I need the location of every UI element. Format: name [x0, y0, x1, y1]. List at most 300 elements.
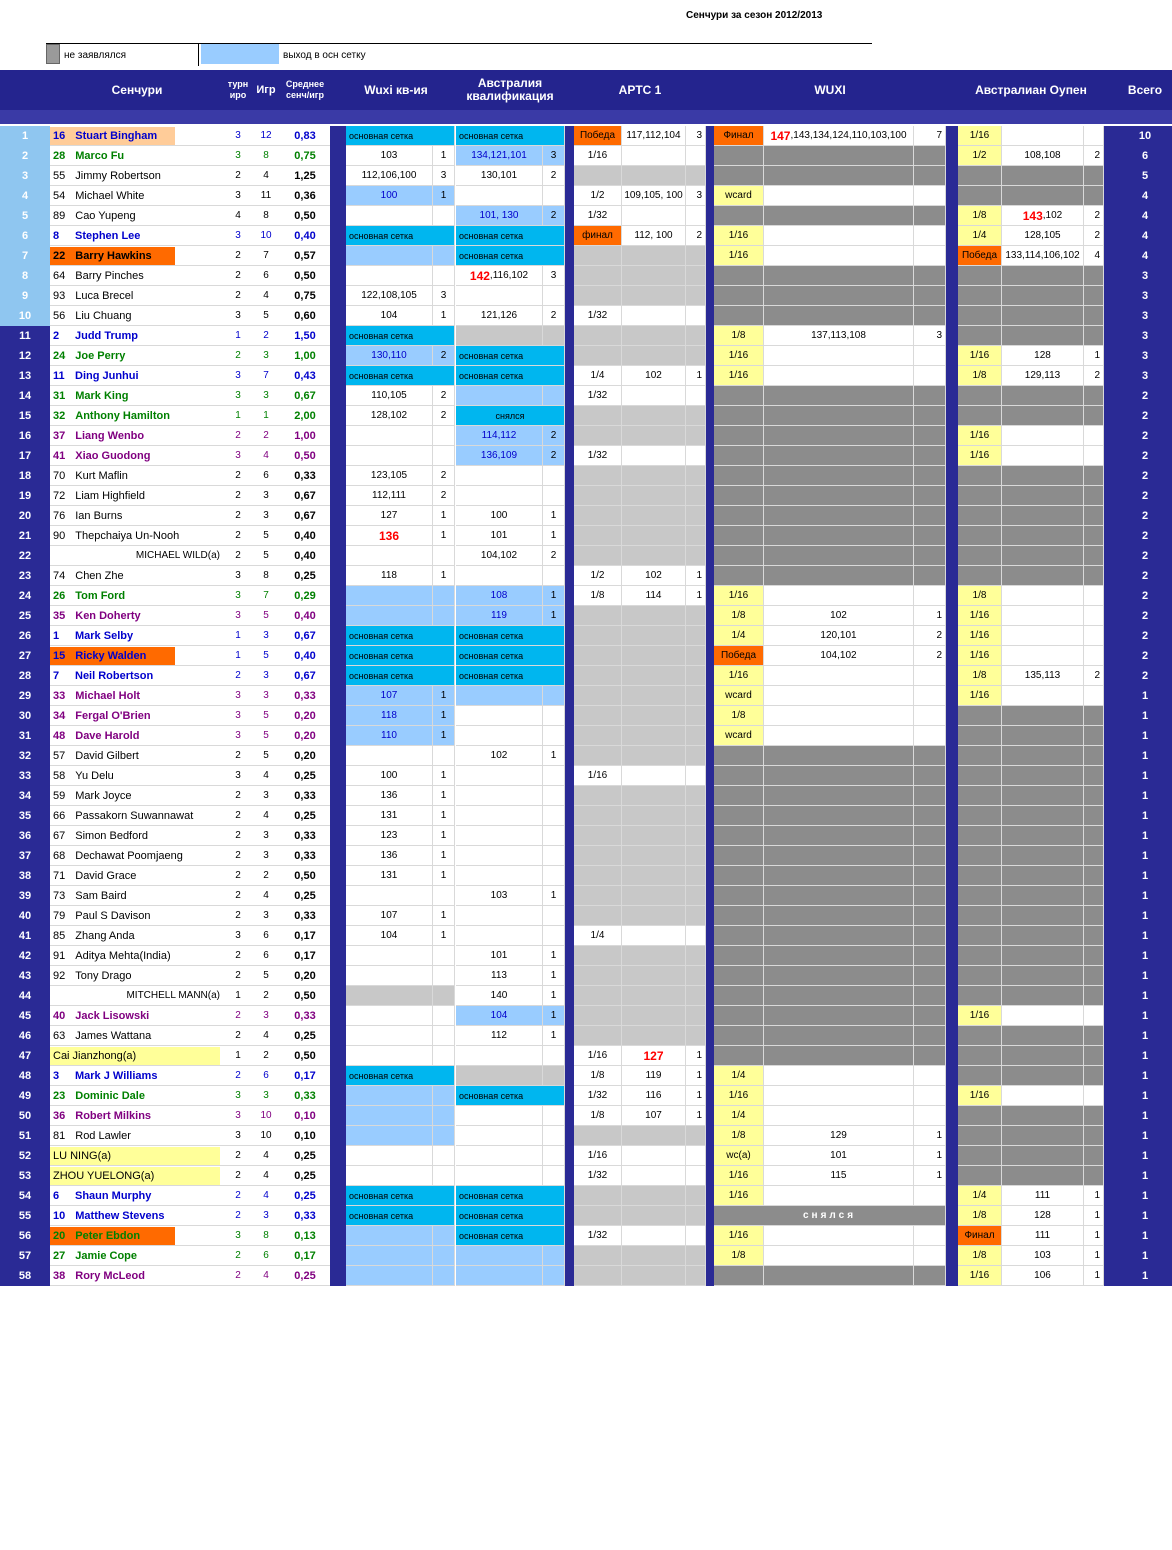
row-rank: 31	[0, 726, 50, 746]
aus-qual-value	[456, 1166, 543, 1186]
column-divider	[946, 1206, 958, 1226]
player-name-cell	[50, 766, 224, 786]
aus-open-centuries	[1002, 966, 1084, 986]
aptc1-count	[686, 766, 706, 786]
total-centuries: 2	[1118, 486, 1172, 506]
aus-open-count	[1084, 726, 1104, 746]
table-row	[0, 966, 1172, 986]
wuxi-qual-value: 112,106,100	[346, 166, 433, 186]
wuxi-qual-count: 2	[433, 406, 455, 426]
aus-open-round	[958, 1126, 1002, 1146]
column-divider	[706, 866, 714, 886]
player-name-cell	[50, 226, 224, 246]
table-row	[0, 566, 1172, 586]
aus-qual-count	[543, 466, 565, 486]
total-centuries: 1	[1118, 1206, 1172, 1226]
wuxi-qual-count: 2	[433, 486, 455, 506]
column-divider	[706, 1126, 714, 1146]
table-row	[0, 386, 1172, 406]
games-count: 3	[252, 686, 280, 706]
average-value: 0,40	[280, 226, 330, 246]
wuxi-count: 3	[914, 326, 946, 346]
average-value: 0,25	[280, 1266, 330, 1286]
average-value: 0,10	[280, 1126, 330, 1146]
player-name-cell	[50, 306, 224, 326]
aptc1-round	[574, 506, 622, 526]
wuxi-qual-value	[346, 1166, 433, 1186]
wuxi-centuries	[764, 166, 914, 186]
wuxi-qual-cell: основная сетка	[346, 366, 455, 386]
wuxi-count	[914, 1266, 946, 1286]
player-name: Mark Selby	[75, 629, 134, 642]
column-divider	[946, 1146, 958, 1166]
aptc1-count	[686, 546, 706, 566]
player-seed: 2	[53, 329, 60, 342]
aus-open-count	[1084, 1146, 1104, 1166]
aptc1-centuries	[622, 666, 686, 686]
table-row	[0, 686, 1172, 706]
column-divider	[706, 766, 714, 786]
wuxi-qual-value	[346, 546, 433, 566]
tournaments-count: 2	[224, 746, 252, 766]
column-divider	[1104, 586, 1118, 606]
aptc1-count	[686, 666, 706, 686]
aptc1-count	[686, 346, 706, 366]
total-centuries: 2	[1118, 386, 1172, 406]
legend-label-qualified: выход в осн сетку	[283, 50, 366, 61]
aptc1-count	[686, 1006, 706, 1026]
total-centuries: 5	[1118, 166, 1172, 186]
wuxi-centuries	[764, 846, 914, 866]
column-divider	[1104, 1126, 1118, 1146]
aptc1-centuries: 127	[622, 1046, 686, 1066]
player-name: Yu Delu	[75, 769, 114, 782]
average-value: 0,20	[280, 706, 330, 726]
games-count: 5	[252, 546, 280, 566]
column-divider	[330, 1066, 346, 1086]
player-name-cell	[50, 786, 224, 806]
aus-open-count: 2	[1084, 206, 1104, 226]
player-name-cell	[50, 806, 224, 826]
aus-open-centuries: 111	[1002, 1186, 1084, 1206]
aptc1-centuries	[622, 1006, 686, 1026]
player-name: Ken Doherty	[75, 609, 141, 622]
column-divider	[706, 646, 714, 666]
aus-open-centuries	[1002, 326, 1084, 346]
tournaments-count: 2	[224, 1266, 252, 1286]
tournaments-count: 3	[224, 726, 252, 746]
aus-open-count	[1084, 166, 1104, 186]
wuxi-qual-value	[346, 246, 433, 266]
column-divider	[565, 166, 574, 186]
average-value: 0,60	[280, 306, 330, 326]
aptc1-count	[686, 266, 706, 286]
aptc1-centuries	[622, 506, 686, 526]
tournaments-count: 3	[224, 1106, 252, 1126]
player-name: Zhang Anda	[75, 929, 135, 942]
tournaments-count: 1	[224, 986, 252, 1006]
row-rank: 48	[0, 1066, 50, 1086]
wuxi-qual-value: 118	[346, 566, 433, 586]
column-divider	[946, 1106, 958, 1126]
wuxi-qual-count	[433, 266, 455, 286]
total-centuries: 1	[1118, 746, 1172, 766]
aus-open-centuries	[1002, 286, 1084, 306]
wuxi-centuries	[764, 1246, 914, 1266]
player-name-cell	[50, 666, 224, 686]
wuxi-count	[914, 826, 946, 846]
wuxi-centuries	[764, 526, 914, 546]
aus-qual-count: 1	[543, 586, 565, 606]
player-seed: 71	[53, 869, 66, 882]
column-divider	[706, 1146, 714, 1166]
wuxi-count	[914, 566, 946, 586]
wuxi-qual-count: 1	[433, 506, 455, 526]
wuxi-round	[714, 746, 764, 766]
column-divider	[330, 466, 346, 486]
player-name-cell	[50, 1006, 224, 1026]
aus-open-round	[958, 746, 1002, 766]
column-divider	[330, 306, 346, 326]
aptc1-count	[686, 206, 706, 226]
column-divider	[330, 786, 346, 806]
header-aptc1: APTC 1	[618, 82, 662, 97]
wuxi-qual-cell: основная сетка	[346, 626, 455, 646]
wuxi-centuries	[764, 1086, 914, 1106]
average-value: 0,67	[280, 386, 330, 406]
wuxi-round	[714, 206, 764, 226]
row-rank: 53	[0, 1166, 50, 1186]
table-row	[0, 1226, 1172, 1246]
column-divider	[706, 406, 714, 426]
aus-open-count	[1084, 646, 1104, 666]
wuxi-qual-value	[346, 1106, 433, 1126]
aptc1-count	[686, 866, 706, 886]
aptc1-centuries: 102	[622, 366, 686, 386]
aus-open-count: 2	[1084, 366, 1104, 386]
column-divider	[706, 786, 714, 806]
player-name: Shaun Murphy	[75, 1189, 152, 1202]
aptc1-centuries	[622, 246, 686, 266]
wuxi-round	[714, 906, 764, 926]
table-row	[0, 266, 1172, 286]
wuxi-centuries	[764, 1046, 914, 1066]
total-centuries: 1	[1118, 1106, 1172, 1126]
header-total: Всего	[1127, 82, 1163, 97]
row-rank: 8	[0, 266, 50, 286]
wuxi-count	[914, 446, 946, 466]
player-name: Marco Fu	[75, 149, 125, 162]
column-divider	[565, 426, 574, 446]
column-divider	[565, 1186, 574, 1206]
average-value: 0,33	[280, 846, 330, 866]
column-divider	[565, 786, 574, 806]
aus-open-centuries	[1002, 546, 1084, 566]
aptc1-centuries	[622, 646, 686, 666]
wuxi-count	[914, 226, 946, 246]
aus-open-round: 1/16	[958, 686, 1002, 706]
aptc1-round: 1/4	[574, 926, 622, 946]
player-name-cell	[50, 566, 224, 586]
row-rank: 3	[0, 166, 50, 186]
total-centuries: 2	[1118, 546, 1172, 566]
aptc1-count	[686, 326, 706, 346]
aus-qual-count	[543, 806, 565, 826]
aus-qual-cell: основная сетка	[456, 666, 565, 686]
player-seed: 35	[53, 609, 66, 622]
average-value: 0,40	[280, 546, 330, 566]
column-divider	[946, 546, 958, 566]
average-value: 0,33	[280, 826, 330, 846]
aus-open-centuries	[1002, 186, 1084, 206]
aus-open-round: 1/8	[958, 1206, 1002, 1226]
table-row	[0, 446, 1172, 466]
aus-open-centuries	[1002, 506, 1084, 526]
row-rank: 13	[0, 366, 50, 386]
column-divider	[330, 926, 346, 946]
player-name-cell	[50, 886, 224, 906]
player-name: Sam Baird	[75, 889, 127, 902]
wuxi-round	[714, 446, 764, 466]
average-value: 0,67	[280, 666, 330, 686]
aptc1-round: 1/8	[574, 586, 622, 606]
wuxi-qual-count	[433, 1126, 455, 1146]
row-rank: 43	[0, 966, 50, 986]
aus-open-centuries	[1002, 266, 1084, 286]
aus-open-count	[1084, 606, 1104, 626]
player-seed: 57	[53, 749, 66, 762]
wuxi-round: wcard	[714, 726, 764, 746]
wuxi-centuries	[764, 206, 914, 226]
player-seed: 66	[53, 809, 66, 822]
aptc1-count	[686, 466, 706, 486]
column-divider	[1104, 546, 1118, 566]
aptc1-count	[686, 806, 706, 826]
aptc1-count: 1	[686, 1106, 706, 1126]
player-name-cell	[50, 966, 224, 986]
aus-qual-value: 119	[456, 606, 543, 626]
aus-open-round	[958, 786, 1002, 806]
tournaments-count: 3	[224, 186, 252, 206]
table-row	[0, 1126, 1172, 1146]
table-row	[0, 1266, 1172, 1286]
table-row	[0, 286, 1172, 306]
aus-open-count	[1084, 1006, 1104, 1026]
wuxi-qual-count: 2	[433, 386, 455, 406]
aus-open-round	[958, 526, 1002, 546]
aptc1-round	[574, 606, 622, 626]
tournaments-count: 2	[224, 966, 252, 986]
total-centuries: 1	[1118, 1026, 1172, 1046]
aus-qual-count	[543, 1246, 565, 1266]
aptc1-round: 1/16	[574, 766, 622, 786]
column-divider	[1104, 306, 1118, 326]
player-name-cell	[50, 146, 224, 166]
games-count: 7	[252, 246, 280, 266]
column-divider	[330, 1106, 346, 1126]
aptc1-round	[574, 866, 622, 886]
average-value: 0,33	[280, 1086, 330, 1106]
player-name: Paul S Davison	[75, 909, 151, 922]
player-seed: 15	[53, 649, 66, 662]
aus-qual-value	[456, 866, 543, 886]
wuxi-qual-value	[346, 1246, 433, 1266]
average-value: 2,00	[280, 406, 330, 426]
column-divider	[1104, 286, 1118, 306]
column-divider	[706, 506, 714, 526]
aus-qual-value	[456, 806, 543, 826]
tournaments-count: 1	[224, 326, 252, 346]
wuxi-count: 1	[914, 1126, 946, 1146]
aptc1-round: 1/32	[574, 446, 622, 466]
aptc1-round	[574, 326, 622, 346]
aus-qual-count: 1	[543, 606, 565, 626]
wuxi-qual-count	[433, 446, 455, 466]
column-divider	[330, 1226, 346, 1246]
aus-open-count	[1084, 186, 1104, 206]
aus-open-round	[958, 986, 1002, 1006]
aus-open-round	[958, 966, 1002, 986]
games-count: 6	[252, 466, 280, 486]
wuxi-centuries	[764, 826, 914, 846]
games-count: 5	[252, 746, 280, 766]
player-seed: 68	[53, 849, 66, 862]
aus-qual-value	[456, 926, 543, 946]
aus-qual-value	[456, 286, 543, 306]
player-name: David Gilbert	[75, 749, 139, 762]
aptc1-round: 1/8	[574, 1106, 622, 1126]
row-rank: 34	[0, 786, 50, 806]
aus-qual-value	[456, 566, 543, 586]
games-count: 6	[252, 1066, 280, 1086]
player-name-cell	[50, 286, 224, 306]
column-divider	[565, 186, 574, 206]
wuxi-round: 1/16	[714, 346, 764, 366]
wuxi-qual-count	[433, 986, 455, 1006]
aus-qual-value: 101	[456, 526, 543, 546]
column-divider	[706, 1226, 714, 1246]
aus-qual-value: 104	[456, 1006, 543, 1026]
row-rank: 12	[0, 346, 50, 366]
wuxi-qual-count	[433, 1106, 455, 1126]
column-divider	[1104, 846, 1118, 866]
tournaments-count: 2	[224, 1186, 252, 1206]
wuxi-count	[914, 766, 946, 786]
aptc1-count	[686, 406, 706, 426]
column-divider	[946, 346, 958, 366]
wuxi-count	[914, 1026, 946, 1046]
column-divider	[330, 706, 346, 726]
column-divider	[565, 506, 574, 526]
wuxi-qual-count: 1	[433, 706, 455, 726]
aus-open-round	[958, 546, 1002, 566]
wuxi-centuries: 101	[764, 1146, 914, 1166]
wuxi-round	[714, 286, 764, 306]
player-name: Matthew Stevens	[75, 1209, 165, 1222]
table-row	[0, 806, 1172, 826]
aus-open-count	[1084, 426, 1104, 446]
wuxi-centuries	[764, 926, 914, 946]
wuxi-round: 1/16	[714, 666, 764, 686]
column-divider	[1104, 806, 1118, 826]
row-rank: 9	[0, 286, 50, 306]
aptc1-centuries: 117,112,104	[622, 126, 686, 146]
wuxi-qual-value: 104	[346, 926, 433, 946]
games-count: 3	[252, 486, 280, 506]
player-seed: 58	[53, 769, 66, 782]
wuxi-round	[714, 806, 764, 826]
aus-open-centuries	[1002, 1146, 1084, 1166]
row-rank: 23	[0, 566, 50, 586]
player-seed: 79	[53, 909, 66, 922]
games-count: 5	[252, 726, 280, 746]
aptc1-round	[574, 686, 622, 706]
table-row	[0, 786, 1172, 806]
aptc1-count	[686, 286, 706, 306]
tournaments-count: 1	[224, 406, 252, 426]
aus-open-count	[1084, 486, 1104, 506]
column-divider	[1104, 366, 1118, 386]
wuxi-round	[714, 566, 764, 586]
total-centuries: 3	[1118, 326, 1172, 346]
column-divider	[706, 586, 714, 606]
aptc1-count	[686, 706, 706, 726]
wuxi-centuries	[764, 1026, 914, 1046]
column-divider	[946, 966, 958, 986]
average-value: 0,43	[280, 366, 330, 386]
player-name: Jack Lisowski	[75, 1009, 150, 1022]
column-divider	[330, 1266, 346, 1286]
table-row	[0, 206, 1172, 226]
total-centuries: 2	[1118, 446, 1172, 466]
aus-qual-count	[543, 566, 565, 586]
player-name: Rory McLeod	[75, 1269, 145, 1282]
tournaments-count: 3	[224, 226, 252, 246]
aus-open-count	[1084, 866, 1104, 886]
wuxi-qual-value: 110,105	[346, 386, 433, 406]
aus-open-count: 2	[1084, 146, 1104, 166]
player-seed: 91	[53, 949, 66, 962]
column-divider	[946, 446, 958, 466]
wuxi-qual-value: 122,108,105	[346, 286, 433, 306]
aus-qual-count: 2	[543, 426, 565, 446]
row-rank: 33	[0, 766, 50, 786]
page-title: Сенчури за сезон 2012/2013	[686, 10, 823, 21]
games-count: 4	[252, 166, 280, 186]
column-divider	[565, 606, 574, 626]
aus-open-centuries: 135,113	[1002, 666, 1084, 686]
aus-qual-value	[456, 1066, 543, 1086]
column-divider	[565, 586, 574, 606]
aus-open-centuries: 103	[1002, 1246, 1084, 1266]
total-centuries: 1	[1118, 1006, 1172, 1026]
aus-open-round	[958, 386, 1002, 406]
wuxi-count	[914, 1226, 946, 1246]
column-divider	[1104, 346, 1118, 366]
aptc1-centuries	[622, 906, 686, 926]
average-value: 0,25	[280, 1166, 330, 1186]
games-count: 6	[252, 266, 280, 286]
tournaments-count: 4	[224, 206, 252, 226]
total-centuries: 2	[1118, 426, 1172, 446]
player-name-cell	[50, 506, 224, 526]
aus-qual-count	[543, 1126, 565, 1146]
total-centuries: 1	[1118, 1146, 1172, 1166]
aus-open-round	[958, 846, 1002, 866]
column-divider	[706, 1206, 714, 1226]
column-divider	[946, 246, 958, 266]
player-name: David Grace	[75, 869, 137, 882]
